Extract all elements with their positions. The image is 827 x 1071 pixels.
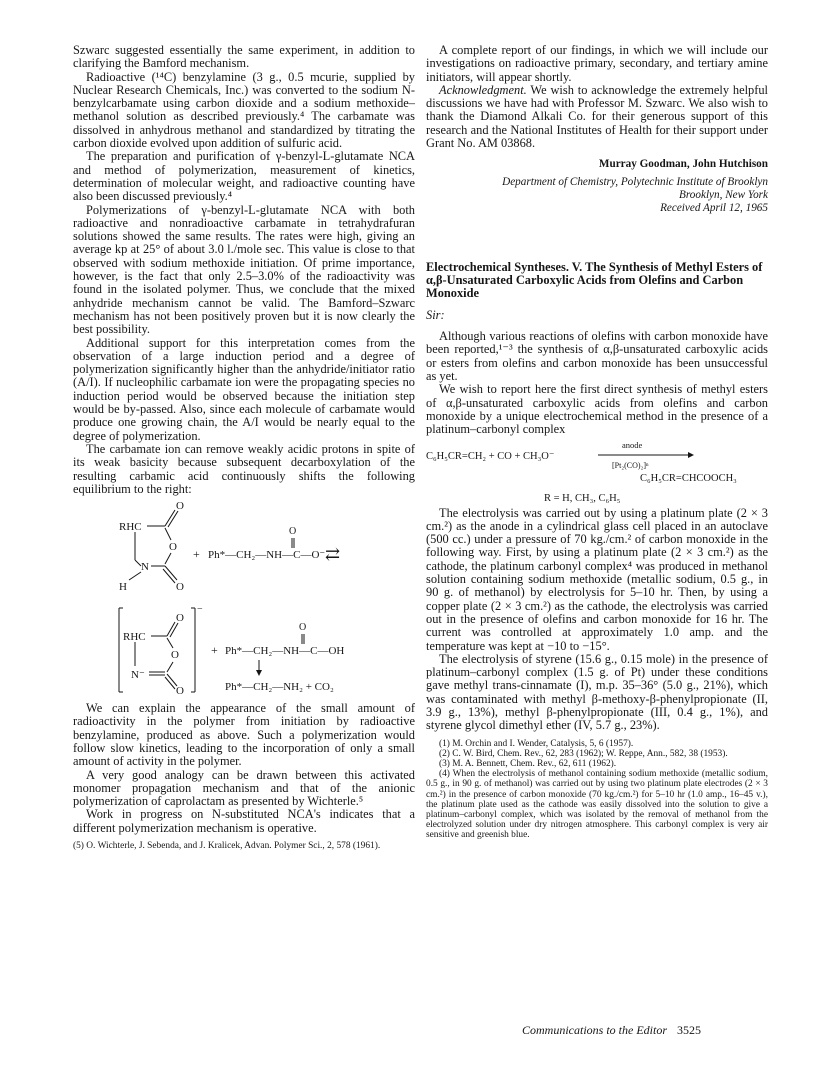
right-paragraph-4: The electrolysis was carried out by using a platinum plate (2 × 3 cm.²) as the anode in a cylindrical glass cell placed in an autoclave (500 cc.) under a pressure of 70 kg./cm.² of carbon monoxide in the following way. First, by using a platinum plate (2 × 3 cm.²) as the cathode, the platinum carbonyl complex⁴ was produced in methanol solution containing sodium methoxide (metallic sodium, 0.5 g., in 90 g. of methanol) by electrolysis for 5–10 hr. Then, by using a copper plate (2 × 3 cm.²) as the cathode, the electrolysis was carried out in the presence of olefins and carbon monoxide for 16 hr. The current was controlled at approximately 1.0 amp. and the temperature was kept at −10 to −15°.	[426, 505, 768, 653]
acknowledgment	[426, 84, 768, 150]
scheme-o-3: O	[176, 581, 184, 594]
equation-product: C₆H₅CR=CHCOOCH₃	[640, 472, 737, 484]
salutation: Sir:	[426, 307, 445, 322]
affiliation-line-1: Department of Chemistry, Polytechnic Institute of Brooklyn	[502, 175, 768, 188]
scheme-products: Ph*—CH₂—NH₂ + CO₂	[225, 681, 334, 694]
scheme-rhc-2: RHC	[123, 631, 146, 644]
right-references	[426, 739, 768, 841]
footer-page-number: 3525	[677, 1023, 701, 1037]
left-reference-5: (5) O. Wichterle, J. Sebenda, and J. Kralicek, Advan. Polymer Sci., 2, 578 (1961).	[73, 841, 381, 852]
scheme-o-6: O	[171, 649, 179, 662]
reference-4: (4) When the electrolysis of methanol containing sodium methoxide (metallic sodium, 0.5 g., in 90 g. of methanol) was carried out by using two platinum plate electrodes (2 × 3 cm.²) in the presence of carbon monoxide (70 kg./cm.²) for 5–10 hr (1.0 amp., 16–45 v.), the platinum plate used as the cathode was easily dissolved into the solution to give a platinum–carbonyl complex, which was isolated by the removal of methanol from the electrolyzed solution under dry nitrogen atmosphere. This carbonyl complex is very air sensitive and greenish blue.	[426, 769, 768, 841]
scheme-o-2: O	[169, 541, 177, 554]
left-paragraph-8: A very good analogy can be drawn between this activated monomer propagation mechanism and that of the anionic polymerization of caprolactam as presented by Wichterle.⁵	[73, 767, 415, 809]
scheme-reagent: Ph*—CH₂—NH—C—O⁻	[208, 549, 326, 562]
article-title: Electrochemical Syntheses. V. The Synthesis of Methyl Esters of α,β-Unsaturated Carboxylic Acids from Olefins and Carbon Monoxide	[426, 259, 763, 301]
equation-anode: anode	[622, 439, 643, 450]
reference-3: (3) M. A. Bennett, Chem. Rev., 62, 611 (1962).	[439, 759, 617, 770]
svg-text:−: −	[197, 604, 203, 616]
left-paragraph-9: Work in progress on N-substituted NCA's indicates that a different polymerization mechanism is operative.	[73, 807, 415, 835]
scheme-n-anion: N⁻	[131, 669, 145, 682]
left-paragraph-6: The carbamate ion can remove weakly acidic protons in spite of its weak basicity because subsequent decarboxylation of the resulting carbamic acid continuously shifts the following equilibrium to the right:	[73, 441, 415, 496]
scheme-plus-2: +	[211, 643, 218, 658]
left-paragraph-7: We can explain the appearance of the small amount of radioactivity in the polymer from initiation by radioactive benzylamine, produced as above. Such a polymerization would follow slow kinetics, leading to the incorporation of only a small amount of activity in the polymer.	[73, 701, 415, 769]
scheme-o-4: O	[289, 526, 297, 538]
right-paragraph-3: We wish to report here the first direct synthesis of methyl esters of α,β-unsaturated carboxylic acids from olefins and carbon monoxide by a unique electrochemical method in the presence of a platinum–carbonyl complex	[426, 382, 768, 437]
scheme-o-8: O	[299, 622, 307, 634]
authors: Murray Goodman, John Hutchison	[598, 158, 768, 171]
left-column	[73, 44, 415, 851]
left-paragraph-5: Additional support for this interpretation comes from the observation of a large induction period and a degree of polymerization significantly higher than the anhydride/initiator ratio (A/I). If nucleophilic carbamate ion were the propagating species no induction period would be observed because the initiation step would be by-passed. Also, since each molecule of carbamate would produce one growing chain, the A/I would be nearly equal to the degree of polymerization.	[73, 335, 415, 443]
scheme-o-1: O	[176, 500, 184, 513]
scheme-o-5: O	[176, 612, 184, 625]
acknowledgment-label: Acknowledgment.	[439, 82, 527, 97]
reference-2: (2) C. W. Bird, Chem. Rev., 62, 283 (1962); W. Reppe, Ann., 582, 38 (1953).	[439, 748, 728, 759]
reference-1: (1) M. Orchin and I. Wender, Catalysis, 5, 6 (1957).	[439, 738, 634, 749]
electrochemical-equation	[426, 437, 768, 507]
equation-lhs: C₆H₅CR=CH₂ + CO + CH₃O⁻	[426, 450, 555, 462]
scheme-n: N	[141, 561, 149, 574]
left-paragraph-1: Szwarc suggested essentially the same experiment, in addition to clarifying the Bamford mechanism.	[73, 43, 415, 71]
scheme-o-7: O	[176, 685, 184, 698]
scheme-rhc: RHC	[119, 521, 142, 534]
scheme-plus-1: +	[193, 547, 200, 562]
received-date: Received April 12, 1965	[660, 201, 768, 214]
left-paragraph-3: The preparation and purification of γ-benzyl-L-glutamate NCA and method of polymerization, measurement of kinetics, determination of molecular weight, and radioactive counting have also been discussed previously.⁴	[73, 149, 415, 204]
right-paragraph-5: The electrolysis of styrene (15.6 g., 0.15 mole) in the presence of platinum–carbonyl complex (1.5 g. of Pt) under these conditions gave methyl trans-cinnamate (I), m.p. 35–36° (5.0 g., 21%), which was contaminated with methyl β-methoxy-β-phenylpropionate (II, 3.9 g., 13%), methyl β-phenylpropionate (III, 0.4 g., 1%), and styrene glycol dimethyl ether (IV, 5.7 g., 23%).	[426, 651, 768, 733]
left-paragraph-4: Polymerizations of γ-benzyl-L-glutamate NCA with both radioactive and nonradioactive carbamate in tetrahydrafuran solutions showed the same results. The rates were high, giving an average kp at 25° of about 3.0 l./mole sec. This value is close to that observed with sodium methoxide initiation. Of prime importance, however, is the fact that only 2.5–3.0% of the radioactivity was found in the isolated polymer. Thus, we conclude that the mixed anhydride mechanism cannot be valid. The Bamford–Szwarc mechanism has not been positively proven but it is now clearly the best possibility.	[73, 202, 415, 337]
affiliation-line-2: Brooklyn, New York	[679, 188, 768, 201]
page-footer	[522, 1023, 701, 1038]
acknowledgment-text: We wish to acknowledge the extremely helpful discussions we have had with Professor M. Szwarc. We also wish to thank the Diamond Alkali Co. for their generous support of this research and the National Institutes of Health for their support under Grant No. AM 03868.	[426, 82, 768, 151]
footer-journal: Communications to the Editor	[522, 1023, 667, 1037]
affiliation	[426, 176, 768, 215]
equation-catalyst: [Pt₂(CO)₂]ⁿ	[612, 460, 649, 470]
reaction-scheme	[73, 496, 415, 702]
scheme-equilibrium-arrow: ⇄	[325, 544, 341, 565]
scheme-acid: Ph*—CH₂—NH—C—OH	[225, 645, 345, 658]
right-paragraph-2: Although various reactions of olefins with carbon monoxide have been reported,¹⁻³ the synthesis of α,β-unsaturated carboxylic acids or esters from olefins and carbon monoxide has been unsuccessful as yet.	[426, 329, 768, 384]
right-column	[426, 44, 768, 841]
equation-r-definition: R = H, CH₃, C₆H₅	[544, 492, 621, 504]
right-paragraph-1: A complete report of our findings, in which we will include our investigations on radioactive primary, secondary, and tertiary amine initiators, will appear shortly.	[426, 43, 768, 84]
left-paragraph-2: Radioactive (¹⁴C) benzylamine (3 g., 0.5 mcurie, supplied by Nuclear Research Chemicals, Inc.) was converted to the sodium N-benzylcarbamate using carbon dioxide and a sodium methoxide–methanol solution as described previously.⁴ The carbamate was dissolved in anhydrous methanol and standardized by titrating the carbon dioxide evolved upon addition of sulfuric acid.	[73, 69, 415, 151]
scheme-h: H	[119, 581, 127, 594]
